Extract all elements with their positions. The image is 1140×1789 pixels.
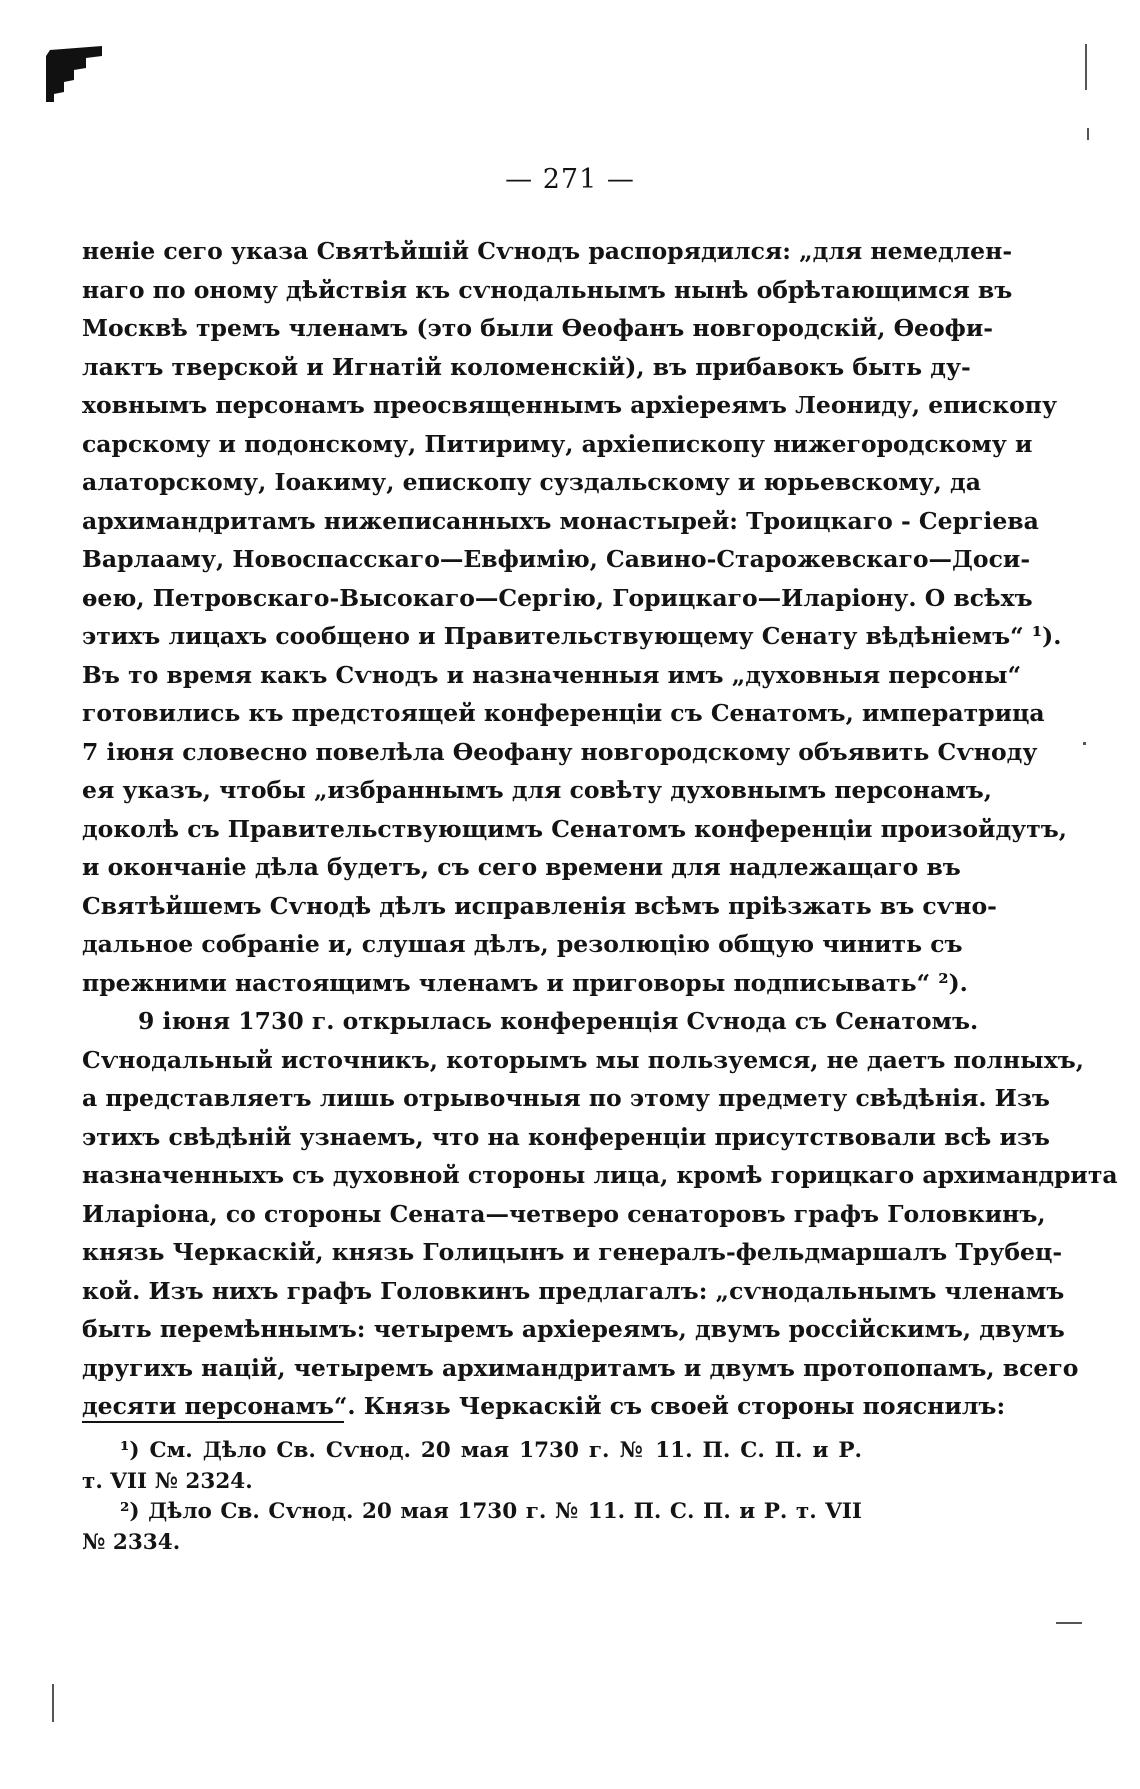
text-line: 7 іюня словесно повелѣла Ѳеофану новгородскому объявить Сѵноду [82,737,1038,766]
text-line: ховнымъ персонамъ преосвященнымъ архіереямъ Леониду, епископу [82,391,1058,419]
text-line: Святѣйшемъ Сѵнодѣ дѣлъ исправленія всѣмъ пріѣзжать въ сѵно- [82,891,997,920]
text-line: Въ то время какъ Сѵнодъ и назначенныя имъ „духовныя персоны“ [82,660,1022,689]
footnote-1-line: т. VII № 2324. [82,1468,253,1494]
text-line: ея указъ, чтобы „избраннымъ для совѣту духовнымъ персонамъ, [82,776,992,804]
scan-artifact [1056,1622,1082,1624]
text-line: этихъ свѣдѣній узнаемъ, что на конференціи присутствовали всѣ изъ [82,1122,1050,1151]
text-line: назначенныхъ съ духовной стороны лица, кромѣ горицкаго архимандрита [82,1161,1118,1189]
footnote-2-line: ²) Дѣло Св. Сѵнод. 20 мая 1730 г. № 11. П. С. П. и Р. т. VII [120,1499,862,1524]
paragraph-end-line: прежними настоящимъ членамъ и приговоры подписывать“ ²). [82,968,968,997]
text-line: лактъ тверской и Игнатій коломенскій), въ прибавокъ быть ду- [82,352,971,381]
text-line: другихъ націй, четыремъ архимандритамъ и двумъ протопопамъ, всего [82,1353,1079,1382]
text-line: наго по оному дѣйствія къ сѵнодальнымъ нынѣ обрѣтающимся въ [82,275,1013,304]
text-line: быть перемѣннымъ: четыремъ архіереямъ, двумъ россійскимъ, двумъ [82,1315,1065,1343]
text-line: дальное собраніе и, слушая дѣлъ, резолюцію общую чинить съ [82,930,963,958]
text-line: архимандритамъ нижеписанныхъ монастырей: Троицкаго - Сергіева [82,506,1039,535]
text-line: десяти персонамъ“. Князь Черкаскій съ своей стороны пояснилъ: [82,1392,1006,1420]
scan-artifact [1087,128,1089,140]
text-line: этихъ лицахъ сообщено и Правительствующему Сенату вѣдѣніемъ“ ¹). [82,622,1062,650]
scan-artifact [1085,44,1087,90]
footnote-2-line: № 2334. [82,1529,181,1555]
text-line: кой. Изъ нихъ графъ Головкинъ предлагалъ: „сѵнодальнымъ членамъ [82,1276,1065,1305]
paragraph-start-line: 9 іюня 1730 г. открылась конференція Сѵнода съ Сенатомъ. [138,1007,979,1035]
text-line: доколѣ съ Правительствующимъ Сенатомъ конференціи произойдутъ, [82,814,1067,843]
footnote-1-line: ¹) См. Дѣло Св. Сѵнод. 20 мая 1730 г. № 11. П. С. П. и Р. [120,1438,862,1463]
scan-artifact [1083,742,1086,745]
text-line: Иларіона, со стороны Сената—четверо сенаторовъ графъ Головкинъ, [82,1199,1046,1228]
text-line: сарскому и подонскому, Питириму, архіепископу нижегородскому и [82,429,1033,458]
footnote-divider [82,1421,344,1423]
text-line: Сѵнодальный источникъ, которымъ мы пользуемся, не даетъ полныхъ, [82,1045,1084,1074]
text-line: и окончаніе дѣла будетъ, съ сего времени для надлежащаго въ [82,853,961,881]
footnotes [82,1436,862,1558]
text-line: Варлааму, Новоспасскаго—Евфимію, Савино-Старожевскаго—Доси- [82,545,1031,573]
page-number: — 271 — [505,164,635,195]
text-line: Москвѣ тремъ членамъ (это были Ѳеофанъ новгородскій, Ѳеофи- [82,314,994,342]
text-line: неніе сего указа Святѣйшій Сѵнодъ распорядился: „для немедлен- [82,237,1013,265]
body-text [82,232,1118,1426]
text-line: алаторскому, Іоакиму, епископу суздальскому и юрьевскому, да [82,468,981,496]
text-line: а представляетъ лишь отрывочныя по этому предмету свѣдѣнія. Изъ [82,1084,1050,1112]
scan-artifact [52,1684,54,1722]
text-line: ѳею, Петровскаго-Высокаго—Сергію, Горицкаго—Иларіону. О всѣхъ [82,583,1033,612]
corner-mark-graphic [46,46,102,102]
text-line: готовились къ предстоящей конференціи съ Сенатомъ, императрица [82,699,1045,727]
text-line: князь Черкаскій, князь Голицынъ и генералъ-фельдмаршалъ Трубец- [82,1238,1063,1266]
